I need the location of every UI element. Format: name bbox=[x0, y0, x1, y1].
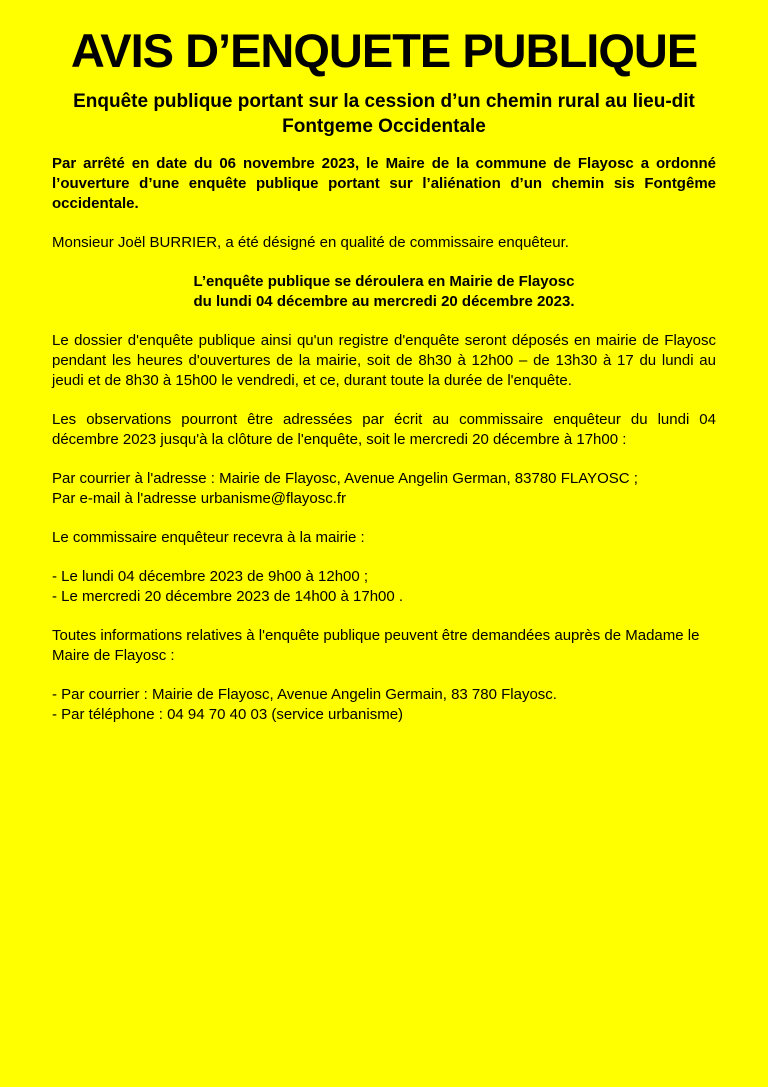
schedule-line-1: L’enquête publique se déroulera en Mairie de Flayosc bbox=[193, 273, 575, 291]
intro-paragraph: Par arrêté en date du 06 novembre 2023, le Maire de la commune de Flayosc a ordonné l’ouverture d’une enquête publique portant sur l’aliénation d’un chemin sis Fontgême occidentale. bbox=[52, 155, 716, 213]
notice-title: AVIS D’ENQUETE PUBLIQUE bbox=[70, 24, 698, 77]
observations-paragraph: Les observations pourront être adressées par écrit au commissaire enquêteur du lundi 04 décembre 2023 jusqu'à la clôture de l'enquête, soit le mercredi 20 décembre à 17h00 : bbox=[52, 411, 716, 449]
written-contact-paragraph bbox=[52, 469, 716, 509]
reception-date-item: - Le lundi 04 décembre 2023 de 9h00 à 12h00 ; bbox=[52, 568, 369, 586]
info-contact-item: - Par courrier : Mairie de Flayosc, Avenue Angelin Germain, 83 780 Flayosc. bbox=[52, 686, 557, 704]
reception-dates-list bbox=[52, 567, 716, 607]
notice-subtitle: Enquête publique portant sur la cession d’un chemin rural au lieu-dit Fontgeme Occidentale bbox=[73, 91, 695, 138]
reception-date-item: - Le mercredi 20 décembre 2023 de 14h00 à 17h00 . bbox=[52, 588, 404, 606]
info-contact-item: - Par téléphone : 04 94 70 40 03 (service urbanisme) bbox=[52, 706, 404, 724]
contact-email-line: Par e-mail à l'adresse urbanisme@flayosc.fr bbox=[52, 490, 347, 508]
dossier-paragraph: Le dossier d'enquête publique ainsi qu'un registre d'enquête seront déposés en mairie de Flayosc pendant les heures d'ouvertures de la mairie, soit de 8h30 à 12h00 – de 13h30 à 17 du lundi au jeudi et de 8h30 à 15h00 le vendredi, et ce, durant toute la durée de l'enquête. bbox=[52, 332, 716, 390]
contact-mail-line: Par courrier à l'adresse : Mairie de Flayosc, Avenue Angelin German, 83780 FLAYOSC ; bbox=[52, 470, 638, 488]
schedule-line-2: du lundi 04 décembre au mercredi 20 décembre 2023. bbox=[193, 293, 575, 311]
schedule-paragraph bbox=[52, 272, 716, 312]
info-paragraph: Toutes informations relatives à l'enquête publique peuvent être demandées auprès de Madame le Maire de Flayosc : bbox=[52, 627, 700, 665]
info-contacts-list bbox=[52, 685, 716, 725]
reception-intro-paragraph: Le commissaire enquêteur recevra à la mairie : bbox=[52, 529, 365, 547]
commissioner-paragraph: Monsieur Joël BURRIER, a été désigné en qualité de commissaire enquêteur. bbox=[52, 234, 569, 252]
